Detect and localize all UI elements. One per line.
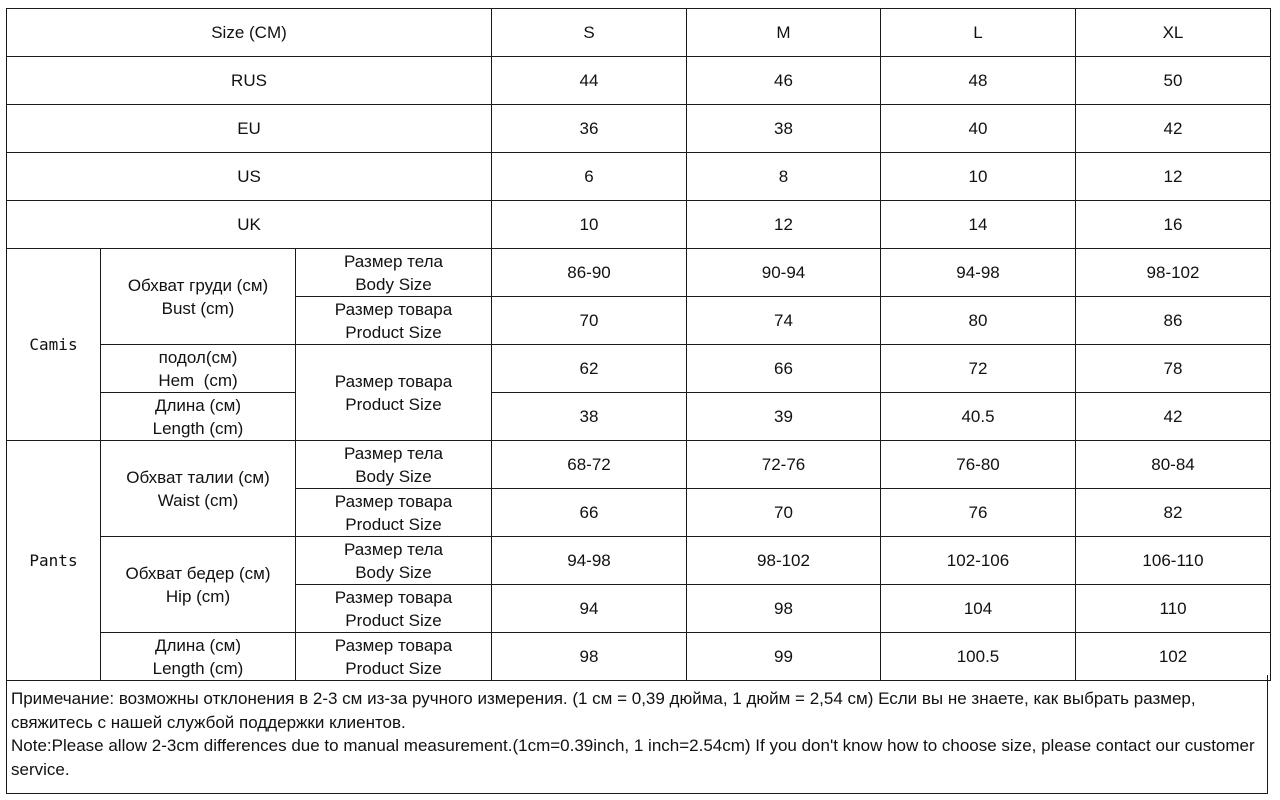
table-cell: 94 xyxy=(492,585,687,633)
table-cell: 110 xyxy=(1076,585,1271,633)
size-type-en: Product Size xyxy=(345,394,442,414)
size-type-product xyxy=(296,297,492,345)
size-type-en: Product Size xyxy=(345,514,442,534)
table-row xyxy=(7,201,1271,249)
table-cell: 6 xyxy=(492,153,687,201)
measure-name-en: Hem (cm) xyxy=(158,370,238,390)
row-label-us: US xyxy=(7,153,492,201)
table-cell: 40.5 xyxy=(881,393,1076,441)
size-type-product xyxy=(296,633,492,681)
table-cell: 70 xyxy=(687,489,881,537)
note-en: Note:Please allow 2-3cm differences due to manual measurement.(1cm=0.39inch, 1 inch=2.54cm) If you don't know how to choose size, please contact our customer service. xyxy=(11,736,1255,779)
table-cell: 42 xyxy=(1076,393,1271,441)
row-label-eu: EU xyxy=(7,105,492,153)
measure-label-waist xyxy=(101,441,296,537)
table-cell: 80 xyxy=(881,297,1076,345)
table-cell: 38 xyxy=(492,393,687,441)
table-cell: 94-98 xyxy=(881,249,1076,297)
table-cell: 98 xyxy=(687,585,881,633)
size-table xyxy=(6,8,1271,681)
size-type-en: Product Size xyxy=(345,322,442,342)
table-cell: 42 xyxy=(1076,105,1271,153)
table-cell: 39 xyxy=(687,393,881,441)
size-type-ru: Размер товара xyxy=(334,299,453,319)
size-type-en: Body Size xyxy=(355,466,432,486)
table-cell: 12 xyxy=(1076,153,1271,201)
note-ru: Примечание: возможны отклонения в 2-3 см из-за ручного измерения. (1 см = 0,39 дюйма, 1 дюйм = 2,54 см) Если вы не знаете, как выбрать размер, свяжитесь с нашей службой поддержки клиентов. xyxy=(11,689,1196,732)
header-row xyxy=(7,9,1271,57)
table-row xyxy=(7,633,1271,681)
table-cell: 10 xyxy=(492,201,687,249)
table-cell: 94-98 xyxy=(492,537,687,585)
table-cell: 104 xyxy=(881,585,1076,633)
table-cell: 100.5 xyxy=(881,633,1076,681)
size-type-body xyxy=(296,537,492,585)
table-cell: 86 xyxy=(1076,297,1271,345)
table-cell: 82 xyxy=(1076,489,1271,537)
measure-name-ru: Обхват талии (см) xyxy=(126,467,270,487)
table-row xyxy=(7,249,1271,297)
table-cell: 72 xyxy=(881,345,1076,393)
table-row xyxy=(7,57,1271,105)
size-type-en: Product Size xyxy=(345,610,442,630)
size-type-body xyxy=(296,441,492,489)
size-header-s: S xyxy=(492,9,687,57)
measure-name-ru: подол(см) xyxy=(158,347,238,367)
table-cell: 46 xyxy=(687,57,881,105)
table-row xyxy=(7,441,1271,489)
measure-name-en: Length (cm) xyxy=(152,658,244,678)
table-cell: 12 xyxy=(687,201,881,249)
size-type-ru: Размер товара xyxy=(334,635,453,655)
size-type-ru: Размер тела xyxy=(343,251,443,271)
size-type-product xyxy=(296,345,492,441)
group-label-pants: Pants xyxy=(7,441,101,681)
table-cell: 44 xyxy=(492,57,687,105)
measure-name-ru: Длина (см) xyxy=(154,635,241,655)
measure-label-hem xyxy=(101,345,296,393)
table-cell: 72-76 xyxy=(687,441,881,489)
note-box xyxy=(6,675,1268,794)
table-cell: 50 xyxy=(1076,57,1271,105)
table-cell: 48 xyxy=(881,57,1076,105)
table-cell: 76-80 xyxy=(881,441,1076,489)
table-row xyxy=(7,393,1271,441)
row-label-rus: RUS xyxy=(7,57,492,105)
table-cell: 68-72 xyxy=(492,441,687,489)
measure-label-length xyxy=(101,633,296,681)
measure-label-bust xyxy=(101,249,296,345)
table-cell: 66 xyxy=(687,345,881,393)
table-cell: 16 xyxy=(1076,201,1271,249)
measure-label-length xyxy=(101,393,296,441)
size-type-ru: Размер тела xyxy=(343,539,443,559)
table-cell: 38 xyxy=(687,105,881,153)
group-label-camis: Camis xyxy=(7,249,101,441)
table-cell: 14 xyxy=(881,201,1076,249)
size-header-l: L xyxy=(881,9,1076,57)
measure-name-ru: Обхват груди (см) xyxy=(127,275,269,295)
measure-name-en: Waist (cm) xyxy=(157,490,239,510)
table-row xyxy=(7,153,1271,201)
size-type-en: Product Size xyxy=(345,658,442,678)
measure-name-ru: Длина (см) xyxy=(154,395,241,415)
table-row xyxy=(7,537,1271,585)
table-cell: 36 xyxy=(492,105,687,153)
table-row xyxy=(7,105,1271,153)
size-header-m: M xyxy=(687,9,881,57)
table-cell: 8 xyxy=(687,153,881,201)
measure-name-en: Bust (cm) xyxy=(161,298,235,318)
table-cell: 66 xyxy=(492,489,687,537)
size-type-product xyxy=(296,585,492,633)
size-type-product xyxy=(296,489,492,537)
table-cell: 106-110 xyxy=(1076,537,1271,585)
table-cell: 76 xyxy=(881,489,1076,537)
table-cell: 90-94 xyxy=(687,249,881,297)
table-cell: 74 xyxy=(687,297,881,345)
size-header-xl: XL xyxy=(1076,9,1271,57)
table-cell: 99 xyxy=(687,633,881,681)
size-type-ru: Размер тела xyxy=(343,443,443,463)
table-cell: 98-102 xyxy=(687,537,881,585)
header-label: Size (CM) xyxy=(7,9,492,57)
size-type-en: Body Size xyxy=(355,562,432,582)
table-row xyxy=(7,345,1271,393)
measure-name-en: Hip (cm) xyxy=(165,586,231,606)
row-label-uk: UK xyxy=(7,201,492,249)
table-cell: 86-90 xyxy=(492,249,687,297)
size-type-en: Body Size xyxy=(355,274,432,294)
measure-label-hip xyxy=(101,537,296,633)
size-type-ru: Размер товара xyxy=(334,587,453,607)
table-cell: 102-106 xyxy=(881,537,1076,585)
table-cell: 102 xyxy=(1076,633,1271,681)
table-cell: 10 xyxy=(881,153,1076,201)
measure-name-en: Length (cm) xyxy=(152,418,244,438)
table-cell: 62 xyxy=(492,345,687,393)
table-cell: 98-102 xyxy=(1076,249,1271,297)
size-type-ru: Размер товара xyxy=(334,491,453,511)
size-chart xyxy=(6,8,1270,795)
table-cell: 78 xyxy=(1076,345,1271,393)
size-type-body xyxy=(296,249,492,297)
table-cell: 80-84 xyxy=(1076,441,1271,489)
table-cell: 98 xyxy=(492,633,687,681)
table-cell: 40 xyxy=(881,105,1076,153)
measure-name-ru: Обхват бедер (см) xyxy=(125,563,271,583)
table-cell: 70 xyxy=(492,297,687,345)
size-type-ru: Размер товара xyxy=(334,371,453,391)
